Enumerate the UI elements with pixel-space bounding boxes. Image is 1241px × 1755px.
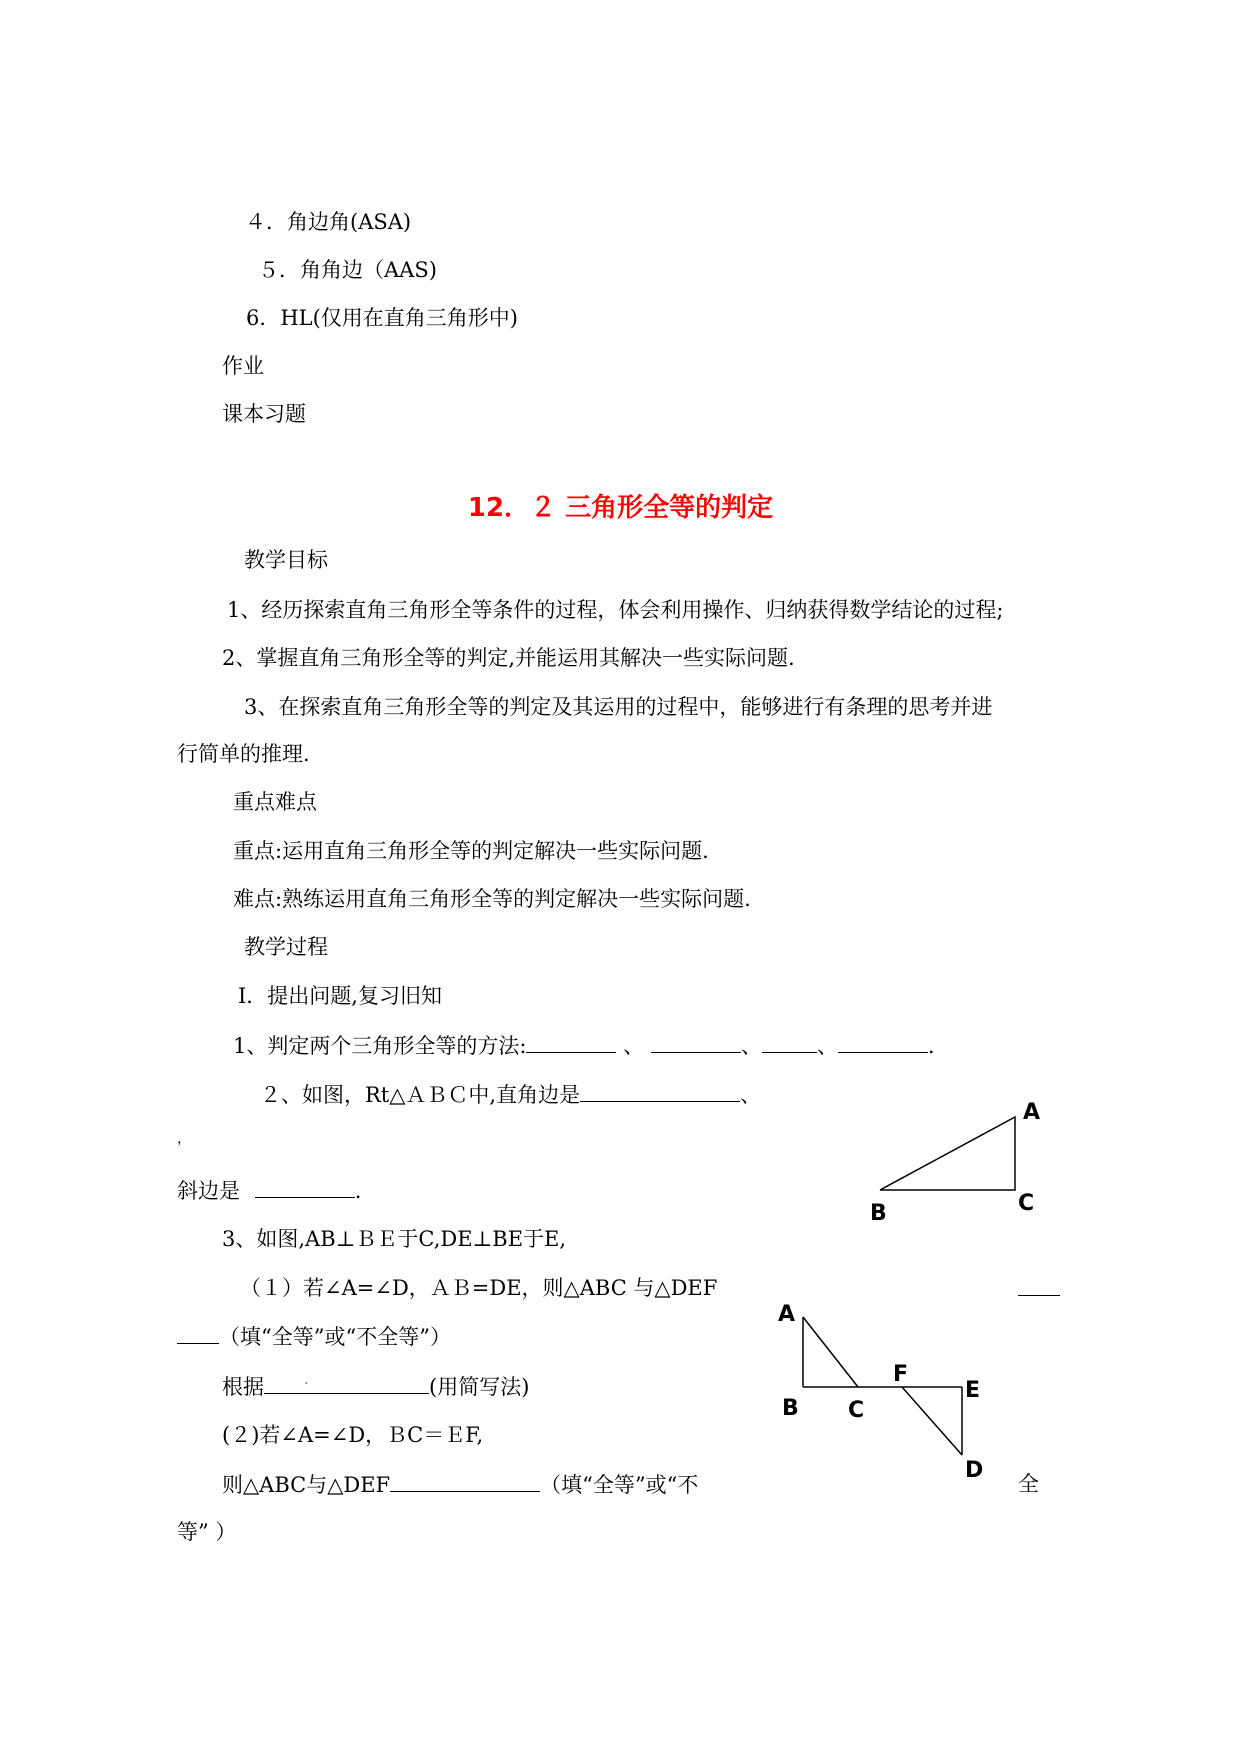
vertex-label-f: F: [893, 1362, 909, 1387]
objective-3: 3、在探索直角三角形全等的判定及其运用的过程中，能够进行有条理的思考并进: [244, 695, 993, 719]
vertex-label-c: C: [848, 1398, 865, 1423]
question-3-part-1: （１）若∠A=∠D，ＡＢ=DE，则△ABC 与△DEF: [240, 1276, 718, 1300]
answer-blank[interactable]: [580, 1081, 740, 1102]
answer-blank[interactable]: [762, 1032, 817, 1053]
figure-triangle-abc: [860, 1095, 1050, 1235]
separator: 、: [740, 1034, 762, 1058]
objective-2: 2、掌握直角三角形全等的判定,并能运用其解决一些实际问题.: [222, 646, 795, 670]
answer-blank[interactable]: [177, 1323, 219, 1344]
separator: 、: [740, 1083, 762, 1107]
period: .: [354, 1179, 362, 1203]
vertex-label-a: A: [778, 1302, 796, 1327]
question-3-basis: [222, 1373, 529, 1400]
question-3-part-1-cont: [177, 1323, 451, 1350]
vertex-label-a: A: [1023, 1100, 1041, 1125]
vertex-label-e: E: [965, 1378, 981, 1403]
figure-two-triangles: [770, 1295, 1000, 1495]
question-2-hypotenuse: [177, 1177, 361, 1204]
objective-1: 1、经历探索直角三角形全等条件的过程，体会利用操作、归纳获得数学结论的过程;: [227, 598, 1004, 622]
question-3-part-2: (２)若∠A=∠D，ＢC＝ＥF,: [222, 1423, 484, 1447]
key-point: 重点:运用直角三角形全等的判定解决一些实际问题.: [233, 839, 709, 863]
recap-item-4: ４．角边角(ASA): [245, 210, 412, 234]
answer-blank[interactable]: [255, 1177, 355, 1198]
page-title: 12．２ 三角形全等的判定: [467, 493, 774, 523]
vertex-label-d: D: [965, 1458, 984, 1483]
objective-3-cont: 行简单的推理.: [177, 742, 310, 766]
answer-blank[interactable]: [651, 1032, 741, 1053]
vertex-label-b: B: [870, 1201, 887, 1226]
question-2: [260, 1081, 761, 1108]
recap-item-6: 6．HL(仅用在直角三角形中): [246, 306, 519, 330]
fill-hint: （填“全等”或“不全等”）: [219, 1325, 451, 1349]
question-3-part-1-blank: [1018, 1275, 1060, 1302]
hypotenuse-label: 斜边是: [177, 1179, 240, 1203]
homework-heading: 作业: [222, 354, 264, 378]
vertex-label-c: C: [1018, 1191, 1035, 1216]
recap-item-5: ５．角角边（AAS): [258, 258, 437, 282]
question-1-text: 1、判定两个三角形全等的方法:: [233, 1034, 527, 1058]
section-1-heading: Ⅰ．提出问题,复习旧知: [238, 984, 442, 1008]
process-heading: 教学过程: [244, 935, 328, 959]
homework-text: 课本习题: [222, 402, 306, 426]
basis-label: 根据: [222, 1375, 264, 1399]
objectives-heading: 教学目标: [244, 548, 328, 572]
question-2-text: ２、如图，Rt△ＡＢＣ中,直角边是: [260, 1083, 581, 1107]
q2-comma: ，: [177, 1131, 191, 1147]
part-2-quan: 全: [1018, 1472, 1039, 1496]
answer-blank[interactable]: [526, 1032, 616, 1053]
answer-blank[interactable]: [264, 1373, 429, 1394]
part-2-text: 则△ABC与△DEF: [222, 1473, 391, 1497]
stray-dot: .: [304, 1372, 309, 1388]
question-1: [233, 1032, 935, 1059]
question-3-part-2-end: 等” ）: [177, 1520, 237, 1544]
answer-blank[interactable]: [390, 1471, 540, 1492]
fill-hint: （填“全等”或“不: [540, 1473, 699, 1497]
keypoints-heading: 重点难点: [233, 790, 317, 814]
vertex-label-b: B: [782, 1396, 799, 1421]
period: .: [927, 1034, 935, 1058]
separator: 、: [623, 1034, 645, 1058]
separator: 、: [816, 1034, 838, 1058]
difficult-point: 难点:熟练运用直角三角形全等的判定解决一些实际问题.: [233, 887, 751, 911]
answer-blank[interactable]: [1018, 1275, 1060, 1296]
basis-hint: (用简写法): [429, 1375, 530, 1399]
question-3-part-2-line: [222, 1471, 698, 1498]
answer-blank[interactable]: [838, 1032, 928, 1053]
question-3: 3、如图,AB⊥ＢＥ于C,DE⊥BE于E,: [222, 1227, 567, 1251]
